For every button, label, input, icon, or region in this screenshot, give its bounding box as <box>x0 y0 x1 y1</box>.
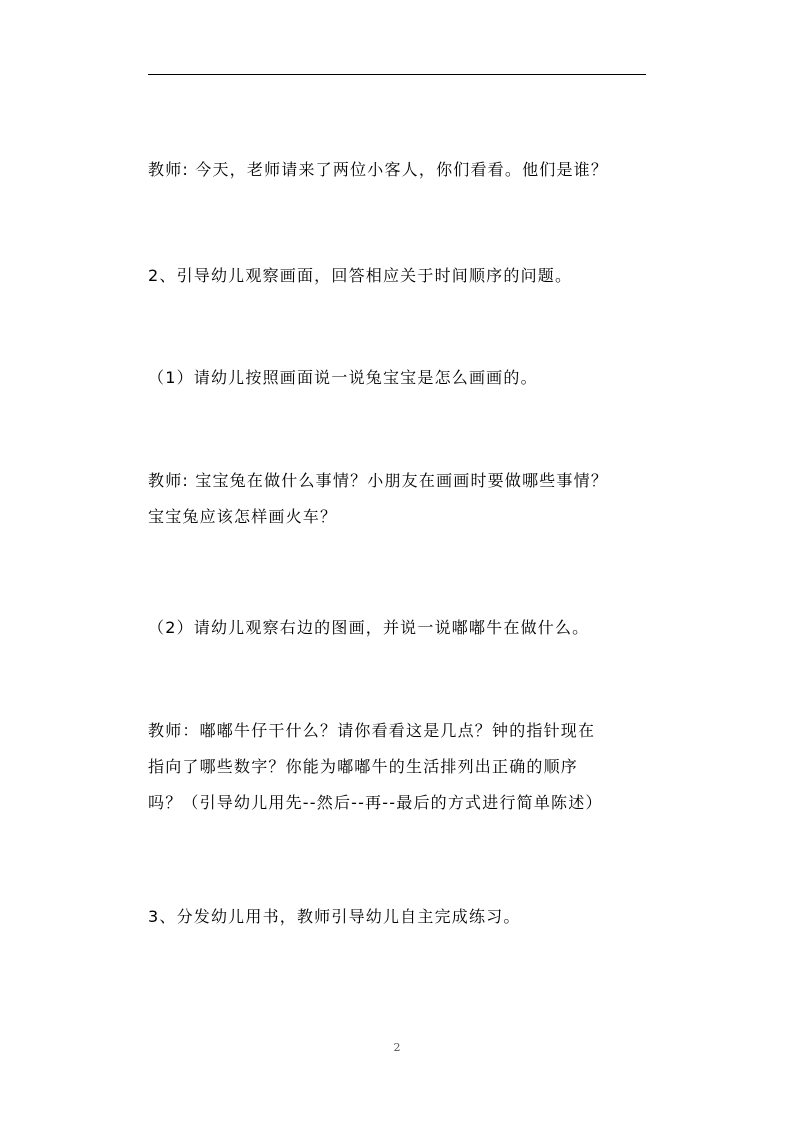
paragraph-line: 吗？（引导幼儿用先--然后--再--最后的方式进行简单陈述） <box>148 793 603 812</box>
paragraph-teacher-cow <box>148 713 648 821</box>
paragraph-line: 2、引导幼儿观察画面，回答相应关于时间顺序的问题。 <box>148 266 573 285</box>
paragraph-step-3 <box>148 899 648 935</box>
page-number: 2 <box>393 1041 401 1054</box>
paragraph-line: 指向了哪些数字？你能为嘟嘟牛的生活排列出正确的顺序 <box>148 757 579 776</box>
paragraph-step-2-1 <box>148 360 648 396</box>
paragraph-step-2 <box>148 258 648 294</box>
paragraph-line: 教师：嘟嘟牛仔干什么？请你看看这是几点？钟的指针现在 <box>148 721 596 740</box>
paragraph-line: （2）请幼儿观察右边的图画，并说一说嘟嘟牛在做什么。 <box>148 618 590 637</box>
paragraph-teacher-intro <box>148 152 648 188</box>
paragraph-line: 宝宝兔应该怎样画火车？ <box>148 507 338 526</box>
paragraph-line: （1）请幼儿按照画面说一说兔宝宝是怎么画画的。 <box>148 368 538 387</box>
header-rule <box>148 74 646 75</box>
paragraph-step-2-2 <box>148 610 648 646</box>
paragraph-teacher-rabbit <box>148 463 648 535</box>
paragraph-line: 教师: 今天，老师请来了两位小客人，你们看看。他们是谁？ <box>148 160 609 179</box>
paragraph-line: 教师: 宝宝兔在做什么事情？小朋友在画画时要做哪些事情？ <box>148 471 609 490</box>
paragraph-line: 3、分发幼儿用书，教师引导幼儿自主完成练习。 <box>148 907 521 926</box>
